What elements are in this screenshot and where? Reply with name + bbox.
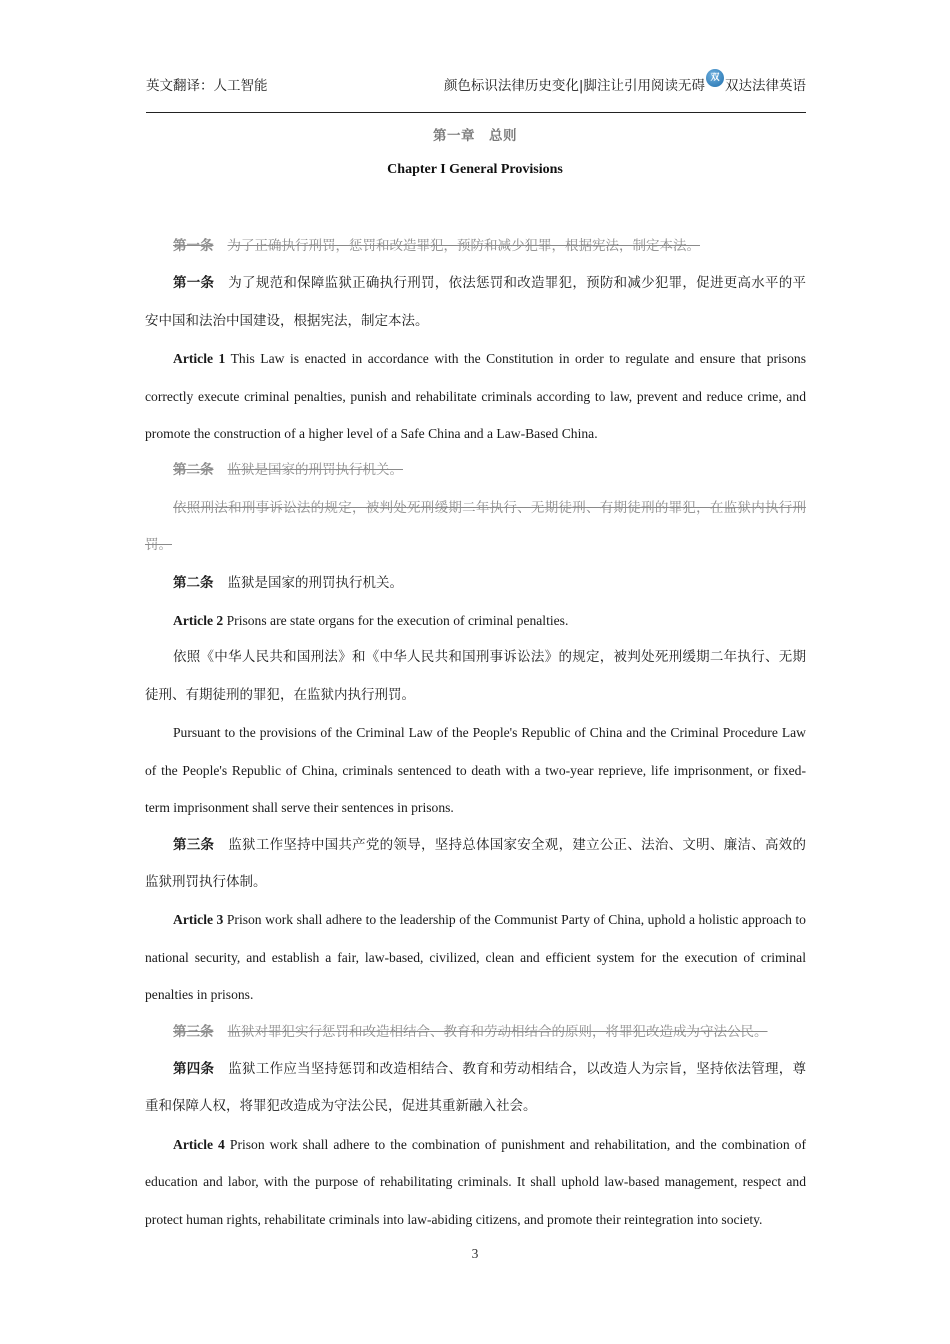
article-3-old-cn [145, 1014, 806, 1051]
article-text: 为了正确执行刑罚，惩罚和改造罪犯，预防和减少犯罪，根据宪法，制定本法。 [227, 238, 700, 254]
article-text: Pursuant to the provisions of the Criminal Law of the People's Republic of China and the Criminal Procedure Law of the People's Republic of China, criminals sentenced to death with a two-year reprieve, life imprisonment, or fixed-term imprisonment shall serve their sentences in prisons. [145, 725, 806, 816]
page-number: 3 [471, 1246, 479, 1261]
document-body [145, 228, 806, 1238]
article-label: 第三条 [173, 836, 215, 853]
article-label: Article 2 [173, 613, 224, 629]
article-2-en [145, 602, 806, 639]
article-2-old-cn-para2 [145, 490, 806, 565]
article-text: Prison work shall adhere to the leadership of the Communist Party of China, uphold a holistic approach to national security, and establish a fair, law-based, civilized, clean and efficient system for the execution of criminal penalties in prisons. [145, 912, 806, 1003]
brand-logo-icon: 双 [706, 69, 724, 87]
chapter-title-en: Chapter I General Provisions [387, 162, 563, 177]
article-label: 第三条 [173, 1023, 214, 1040]
header-brand-name: 双达法律英语 [725, 78, 806, 94]
article-label: 第四条 [173, 1060, 215, 1077]
article-text: 监狱是国家的刑罚执行机关。 [227, 462, 403, 479]
page-header [146, 66, 806, 113]
article-2-en-para2 [145, 714, 806, 826]
article-label: 第一条 [173, 238, 214, 254]
article-text: 监狱工作应当坚持惩罚和改造相结合、教育和劳动相结合，以改造人为宗旨，坚持依法管理，尊重和保障人权，将罪犯改造成为守法公民，促进其重新融入社会。 [145, 1060, 807, 1115]
article-text: 监狱工作坚持中国共产党的领导，坚持总体国家安全观，建立公正、法治、文明、廉洁、高效的监狱刑罚执行体制。 [145, 836, 807, 890]
article-label: Article 1 [173, 351, 226, 367]
article-4-new-cn [145, 1051, 806, 1126]
article-label: 第二条 [173, 462, 214, 479]
article-2-new-cn [145, 565, 806, 602]
article-text: 监狱是国家的刑罚执行机关。 [227, 574, 403, 591]
article-text: Prisons are state organs for the execution of criminal penalties. [223, 613, 569, 629]
article-text: 依照刑法和刑事诉讼法的规定，被判处死刑缓期二年执行、无期徒刑、有期徒刑的罪犯，在监狱内执行刑罚。 [145, 499, 806, 554]
article-1-old-cn [145, 228, 806, 265]
header-tagline-text: 颜色标识法律历史变化|脚注让引用阅读无碍 [443, 78, 705, 94]
article-label: 第二条 [173, 574, 214, 591]
article-1-new-cn [145, 265, 806, 340]
article-2-old-cn [145, 452, 806, 489]
chapter-title-cn: 第一章 总则 [433, 128, 517, 144]
article-label: Article 4 [173, 1136, 225, 1152]
article-text: 监狱对罪犯实行惩罚和改造相结合、教育和劳动相结合的原则，将罪犯改造成为守法公民。 [227, 1023, 768, 1040]
article-1-en [145, 340, 806, 452]
article-label: 第一条 [173, 275, 215, 292]
article-3-en [145, 901, 806, 1013]
article-4-en [145, 1126, 806, 1238]
article-text: 依照《中华人民共和国刑法》和《中华人民共和国刑事诉讼法》的规定，被判处死刑缓期二年执行、无期徒刑、有期徒刑的罪犯，在监狱内执行刑罚。 [145, 649, 806, 703]
article-text: This Law is enacted in accordance with the Constitution in order to regulate and ensure that prisons correctly execute criminal penalties, punish and rehabilitate criminals according to law, prevent and reduce crime, and promote the construction of a higher level of a Safe China and a Law-Based China. [145, 351, 806, 442]
article-text: 为了规范和保障监狱正确执行刑罚，依法惩罚和改造罪犯，预防和减少犯罪，促进更高水平的平安中国和法治中国建设，根据宪法，制定本法。 [145, 275, 807, 329]
header-translation-credit: 英文翻译：人工智能 [146, 78, 268, 94]
article-2-new-cn-para2 [145, 639, 806, 714]
article-label: Article 3 [173, 912, 224, 928]
article-text: Prison work shall adhere to the combination of punishment and rehabilitation, and the combination of education and labor, with the purpose of rehabilitating criminals. It shall uphold law-based management, respect and protect human rights, rehabilitate criminals into law-abiding citizens, and promote their reintegration into society. [145, 1136, 806, 1227]
header-tagline [444, 74, 806, 94]
article-3-new-cn [145, 827, 806, 902]
